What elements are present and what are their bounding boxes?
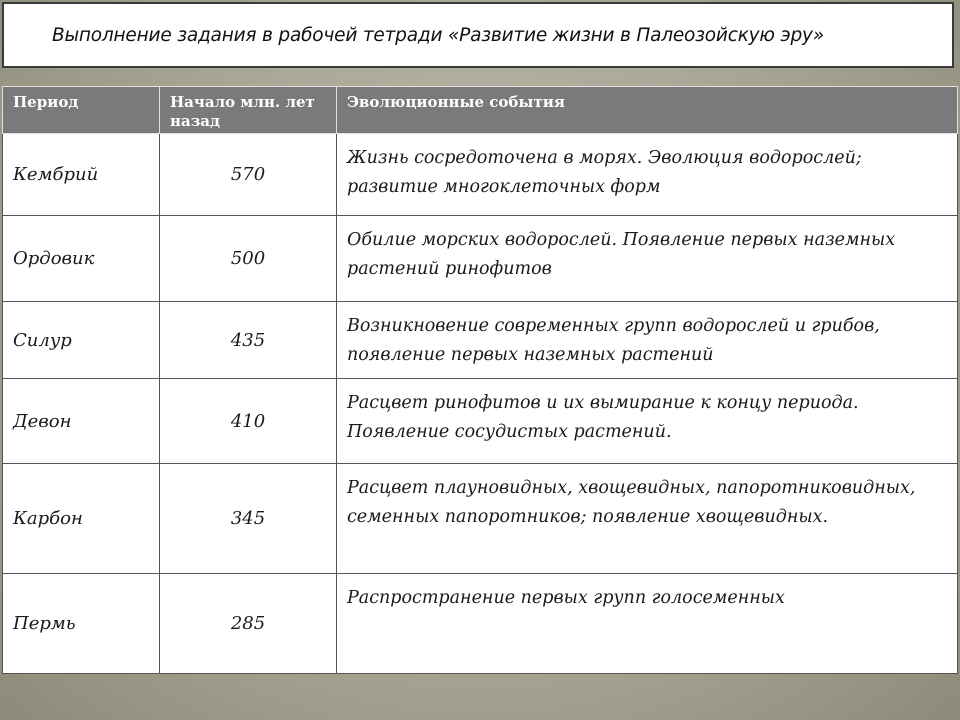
start-cell: 500 <box>160 216 337 302</box>
period-cell: Девон <box>3 379 160 464</box>
events-cell: Обилие морских водорослей. Появление первых наземных растений ринофитов <box>337 216 958 302</box>
start-cell: 435 <box>160 302 337 379</box>
page-title: Выполнение задания в рабочей тетради «Развитие жизни в Палеозойскую эру» <box>52 24 824 46</box>
header-events: Эволюционные события <box>337 87 958 134</box>
table-row <box>3 216 958 302</box>
period-cell: Кембрий <box>3 134 160 216</box>
period-cell: Силур <box>3 302 160 379</box>
events-cell: Жизнь сосредоточена в морях. Эволюция водорослей; развитие многоклеточных форм <box>337 134 958 216</box>
header-period: Период <box>3 87 160 134</box>
table-row <box>3 464 958 574</box>
period-cell: Пермь <box>3 574 160 674</box>
table-row <box>3 134 958 216</box>
events-cell: Расцвет ринофитов и их вымирание к концу периода. Появление сосудистых растений. <box>337 379 958 464</box>
table-row <box>3 574 958 674</box>
header-start: Начало млн. лет назад <box>160 87 337 134</box>
period-cell: Карбон <box>3 464 160 574</box>
events-cell: Расцвет плауновидных, хвощевидных, папоротниковидных, семенных папоротников; появление хвощевидных. <box>337 464 958 574</box>
period-cell: Ордовик <box>3 216 160 302</box>
table-row <box>3 302 958 379</box>
start-cell: 570 <box>160 134 337 216</box>
events-cell: Возникновение современных групп водорослей и грибов, появление первых наземных растений <box>337 302 958 379</box>
start-cell: 285 <box>160 574 337 674</box>
events-cell: Распространение первых групп голосеменных <box>337 574 958 674</box>
paleozoic-table <box>2 86 958 674</box>
start-cell: 345 <box>160 464 337 574</box>
table-header-row <box>3 87 958 134</box>
title-box <box>2 2 954 68</box>
start-cell: 410 <box>160 379 337 464</box>
table-row <box>3 379 958 464</box>
